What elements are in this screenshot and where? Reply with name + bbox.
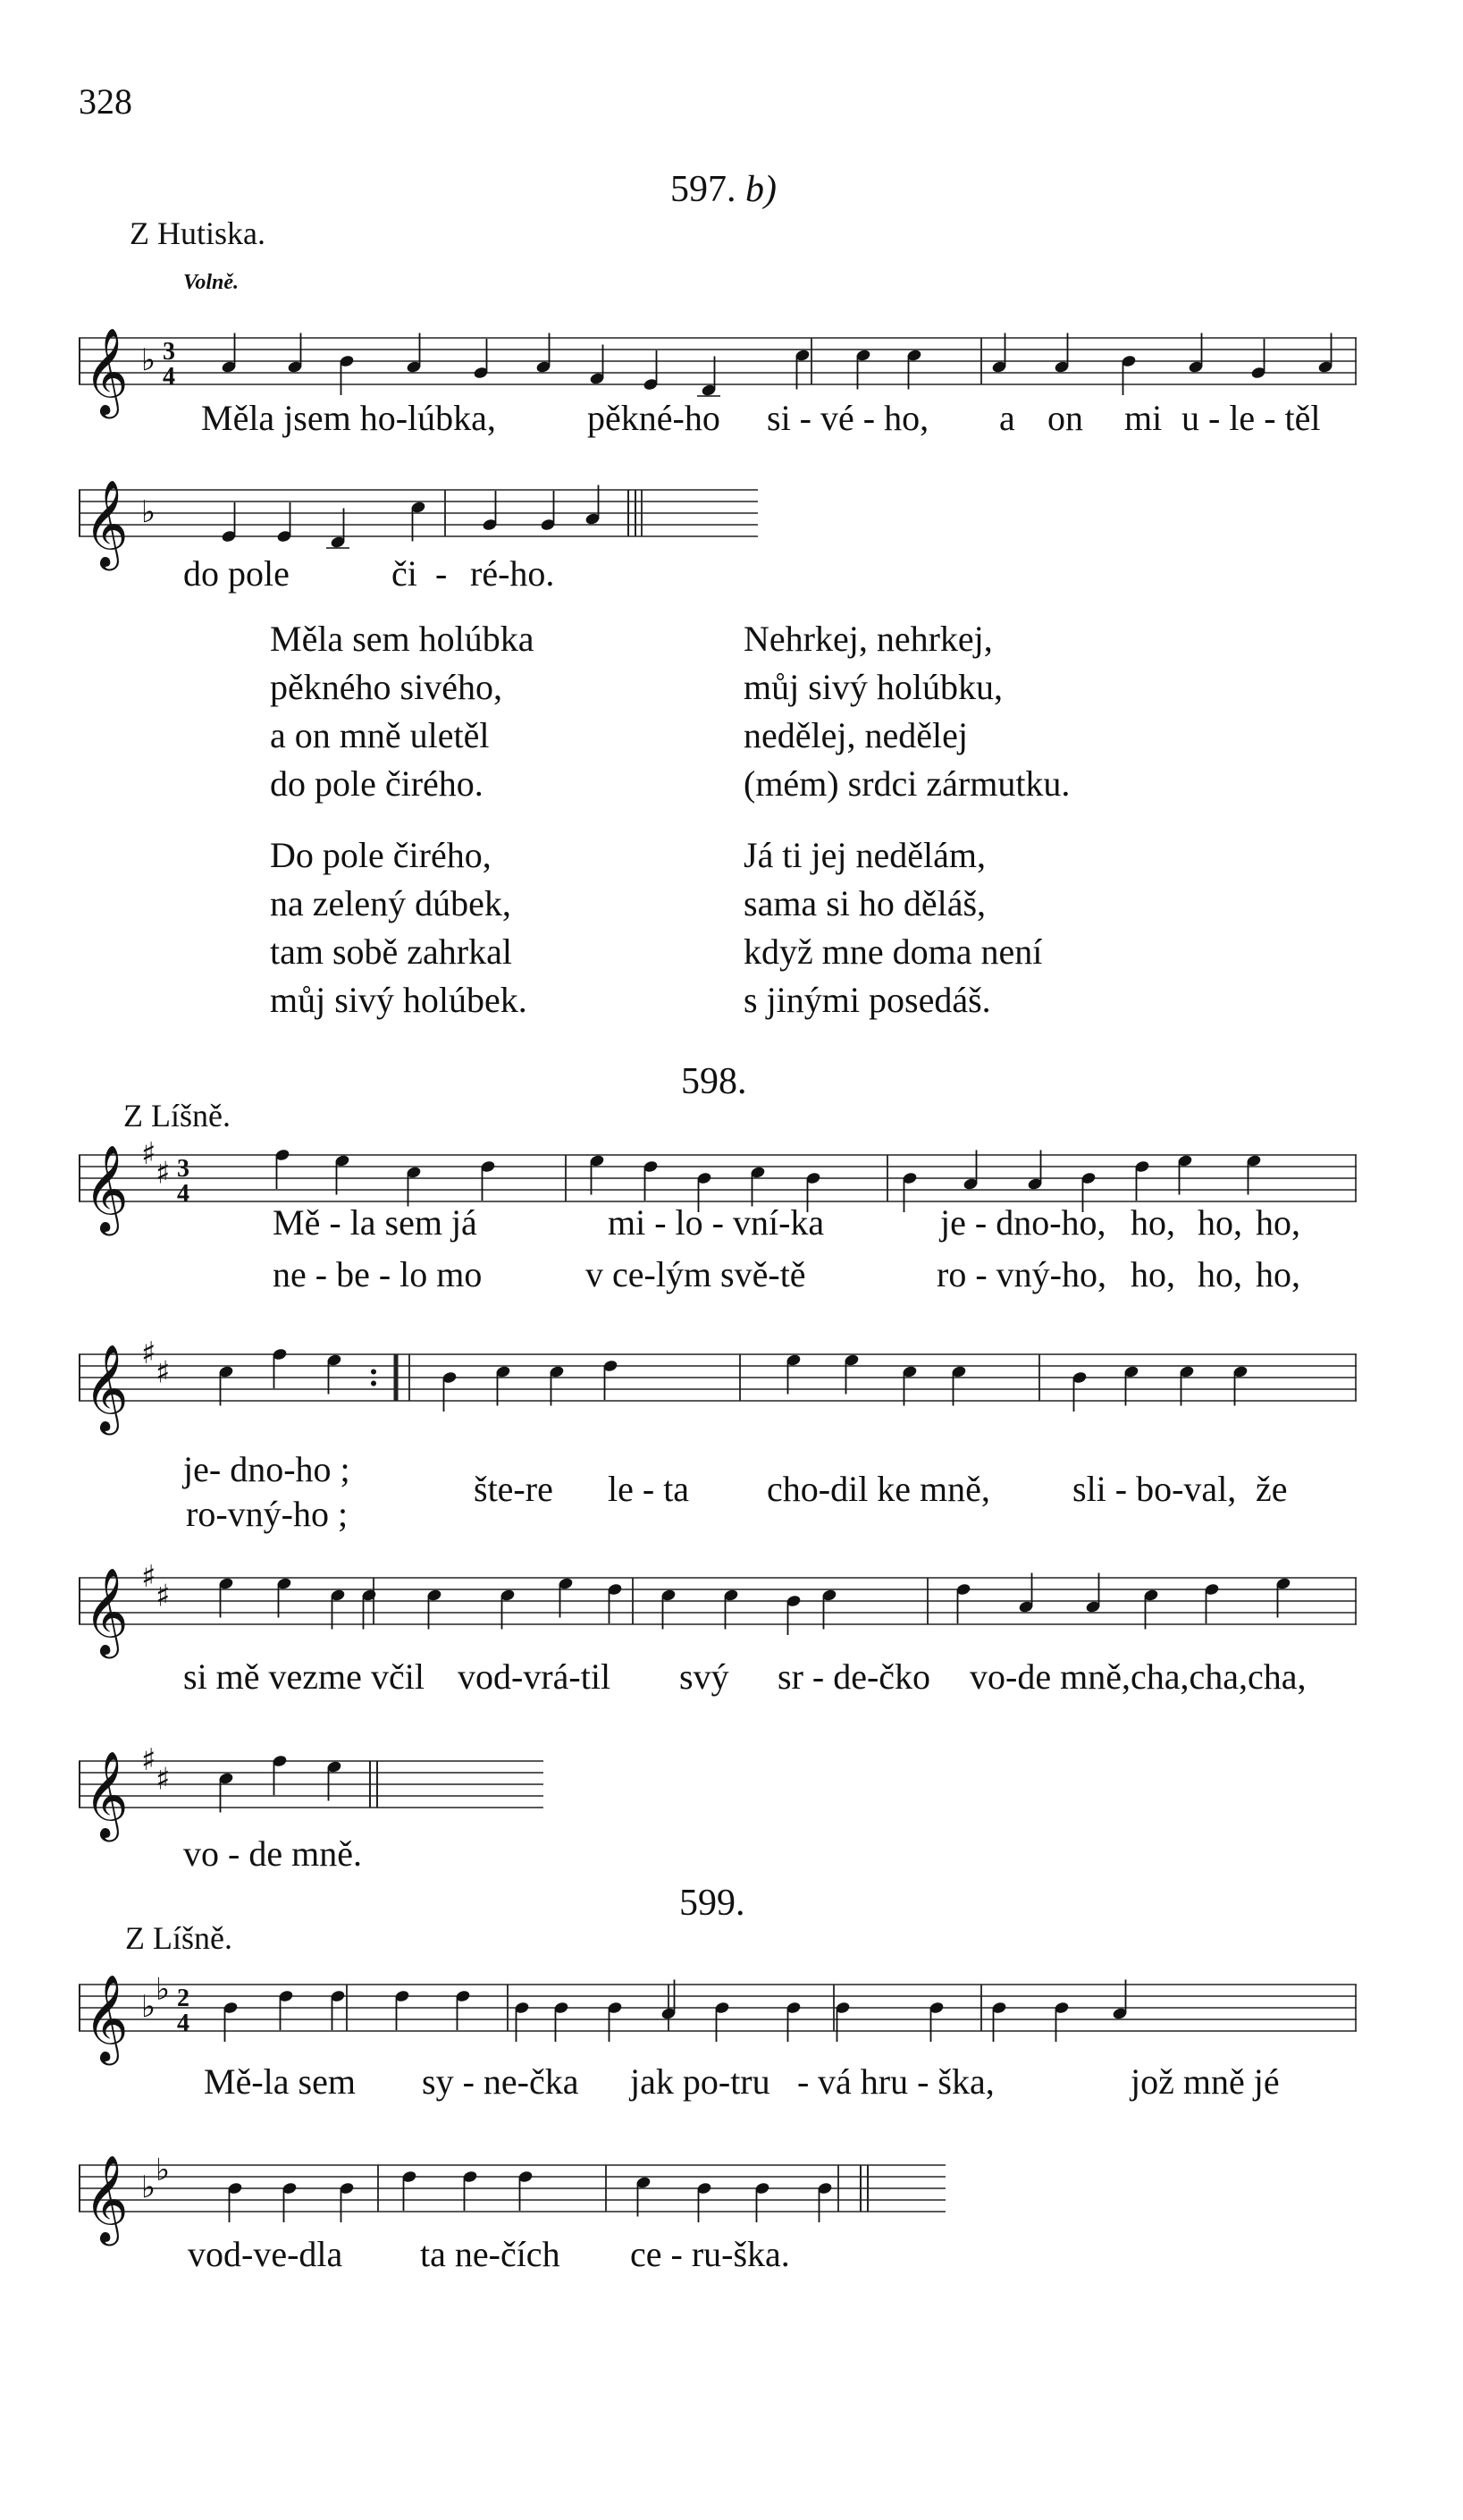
verse-line: na zelený dúbek, xyxy=(270,883,511,923)
sharp-sign-icon: ♯ xyxy=(141,1559,156,1595)
treble-clef-icon: 𝄞 xyxy=(84,1567,129,1655)
verse-line: a on mně uletěl xyxy=(270,715,490,755)
lyric-word: sy - ne-čka xyxy=(422,2061,579,2102)
verse-line: když mne doma není xyxy=(744,931,1043,972)
music-staff-599-1 xyxy=(79,1958,1357,2065)
song-number-suffix: b) xyxy=(745,169,777,210)
sharp-sign-icon: ♯ xyxy=(141,1136,156,1172)
verse-line: tam sobě zahrkal xyxy=(270,931,512,972)
time-signature-numerator: 3 xyxy=(163,338,175,366)
lyric-word: le - ta xyxy=(608,1469,690,1509)
song-number-597 xyxy=(670,168,777,211)
lyric-word: vá hru - ška, xyxy=(818,2061,995,2102)
lyric-word: si mě vezme xyxy=(183,1656,362,1697)
sharp-sign-icon: ♯ xyxy=(141,1336,156,1371)
song-number: 597. xyxy=(670,169,736,210)
treble-clef-icon: 𝄞 xyxy=(84,1750,129,1838)
verse-line: Nehrkej, nehrkej, xyxy=(744,619,993,659)
stanza-4 xyxy=(744,831,1042,1024)
lyric-word: jož mně jé xyxy=(1131,2061,1280,2102)
lyric-word: a xyxy=(999,398,1015,438)
song-number-598: 598. xyxy=(681,1061,747,1102)
lyric-word: sli - bo-val, xyxy=(1072,1469,1237,1509)
lyric-word: sr - de-čko xyxy=(778,1656,931,1697)
lyric-word: ho, xyxy=(1131,1202,1175,1243)
time-signature-numerator: 2 xyxy=(177,1985,189,2012)
lyric-word: svý xyxy=(679,1656,729,1697)
lyric-word: on xyxy=(1047,398,1083,438)
page-number: 328 xyxy=(79,81,132,122)
lyric-word: mi - lo - vní-ka xyxy=(608,1202,825,1243)
treble-clef-icon: 𝄞 xyxy=(84,1344,129,1431)
flat-sign-icon: ♭ xyxy=(141,2170,156,2205)
treble-clef-icon: 𝄞 xyxy=(84,1974,129,2061)
music-staff-597-2 xyxy=(79,463,758,570)
lyric-word: cho-dil ke mně, xyxy=(767,1469,990,1509)
flat-sign-icon: ♭ xyxy=(141,494,156,530)
verse-line: s jinými posedáš. xyxy=(744,980,991,1020)
repeat-dot xyxy=(371,1370,376,1375)
treble-clef-icon: 𝄞 xyxy=(84,479,129,567)
lyric-word: včil xyxy=(371,1656,425,1697)
music-staff-599-2 xyxy=(79,2138,946,2246)
lyric-word: u - le - těl xyxy=(1181,398,1321,438)
song-origin: Z Líšně. xyxy=(123,1098,231,1134)
lyric-word: v ce-lým svě-tě xyxy=(585,1254,806,1294)
verse-line: (mém) srdci zármutku. xyxy=(744,763,1071,804)
sharp-sign-icon: ♯ xyxy=(156,1578,171,1614)
flat-sign-icon: ♭ xyxy=(141,1989,156,2025)
lyric-word: ce - ru-ška. xyxy=(630,2234,790,2274)
treble-clef-icon: 𝄞 xyxy=(84,1144,129,1232)
lyric-word: pěkné-ho xyxy=(587,398,720,438)
time-signature-denominator: 4 xyxy=(163,363,175,391)
verse-line: nedělej, nedělej xyxy=(744,715,968,755)
verse-line: pěkného sivého, xyxy=(270,667,502,707)
treble-clef-icon: 𝄞 xyxy=(84,2154,129,2242)
lyric-word: Mě - la sem já xyxy=(273,1202,477,1243)
song-origin: Z Líšně. xyxy=(125,1920,232,1956)
lyric-word: šte-re xyxy=(474,1469,553,1509)
verse-line: Měla sem holúbka xyxy=(270,619,534,659)
sharp-sign-icon: ♯ xyxy=(156,1354,171,1391)
flat-sign-icon: ♭ xyxy=(156,1971,171,2008)
lyric-word: ne - be - lo mo xyxy=(273,1254,483,1294)
lyric-word: jak po-tru xyxy=(630,2061,770,2102)
lyric-word: do pole xyxy=(183,553,290,594)
tempo-marking: Volně. xyxy=(183,271,240,294)
verse-line: do pole čirého. xyxy=(270,763,483,804)
lyric-word: si - vé - ho, xyxy=(767,398,929,438)
sharp-sign-icon: ♯ xyxy=(141,1742,156,1778)
lyric-word: ho, xyxy=(1256,1202,1300,1243)
song-origin: Z Hutiska. xyxy=(130,215,265,251)
lyric-word: Měla jsem ho-lúbka, xyxy=(201,398,496,438)
song-number-599: 599. xyxy=(679,1883,745,1924)
lyric-word: vod-ve-dla xyxy=(188,2234,343,2274)
lyric-word: ré-ho. xyxy=(470,553,555,594)
lyric-word: vod-vrá-til xyxy=(458,1656,611,1697)
lyric-word: ta ne-čích xyxy=(420,2234,560,2274)
lyric-word: že xyxy=(1256,1469,1288,1509)
lyric-word: ho, xyxy=(1198,1254,1242,1294)
lyric-word: je- dno-ho ; xyxy=(183,1449,350,1489)
lyric-word: Mě-la sem xyxy=(204,2061,356,2102)
music-staff-598-4 xyxy=(79,1734,543,1842)
sharp-sign-icon: ♯ xyxy=(156,1155,171,1192)
lyric-word: - xyxy=(797,2061,810,2102)
time-signature-numerator: 3 xyxy=(177,1155,189,1183)
music-staff-598-2 xyxy=(79,1327,1357,1435)
verse-line: Do pole čirého, xyxy=(270,835,492,875)
flat-sign-icon: ♭ xyxy=(156,2152,171,2188)
lyric-word: ho, xyxy=(1198,1202,1242,1243)
treble-clef-icon: 𝄞 xyxy=(84,327,129,415)
verse-line: Já ti jej nedělám, xyxy=(744,835,987,875)
lyric-word: mi xyxy=(1124,398,1163,438)
lyric-word: ro-vný-ho ; xyxy=(186,1494,349,1534)
lyric-word: či xyxy=(391,553,417,594)
flat-sign-icon: ♭ xyxy=(141,342,156,378)
verse-line: můj sivý holúbku, xyxy=(744,667,1004,707)
lyric-word: ho, xyxy=(1131,1254,1175,1294)
lyric-word: - xyxy=(435,553,448,594)
lyric-word: ho, xyxy=(1256,1254,1300,1294)
verse-line: můj sivý holúbek. xyxy=(270,980,527,1020)
lyric-word: ro - vný-ho, xyxy=(937,1254,1106,1294)
lyric-word: vo - de mně. xyxy=(183,1833,362,1874)
verse-line: sama si ho děláš, xyxy=(744,883,987,923)
sharp-sign-icon: ♯ xyxy=(156,1761,171,1798)
stanza-1 xyxy=(270,615,534,808)
time-signature-denominator: 4 xyxy=(177,1180,189,1208)
stanza-2 xyxy=(744,615,1070,808)
repeat-dot xyxy=(371,1381,376,1386)
time-signature-denominator: 4 xyxy=(177,2010,189,2037)
stanza-3 xyxy=(270,831,527,1024)
music-staff-598-3 xyxy=(79,1551,1357,1658)
lyric-word: je - dno-ho, xyxy=(940,1202,1106,1243)
lyric-word: vo-de mně,cha,cha,cha, xyxy=(970,1656,1307,1697)
